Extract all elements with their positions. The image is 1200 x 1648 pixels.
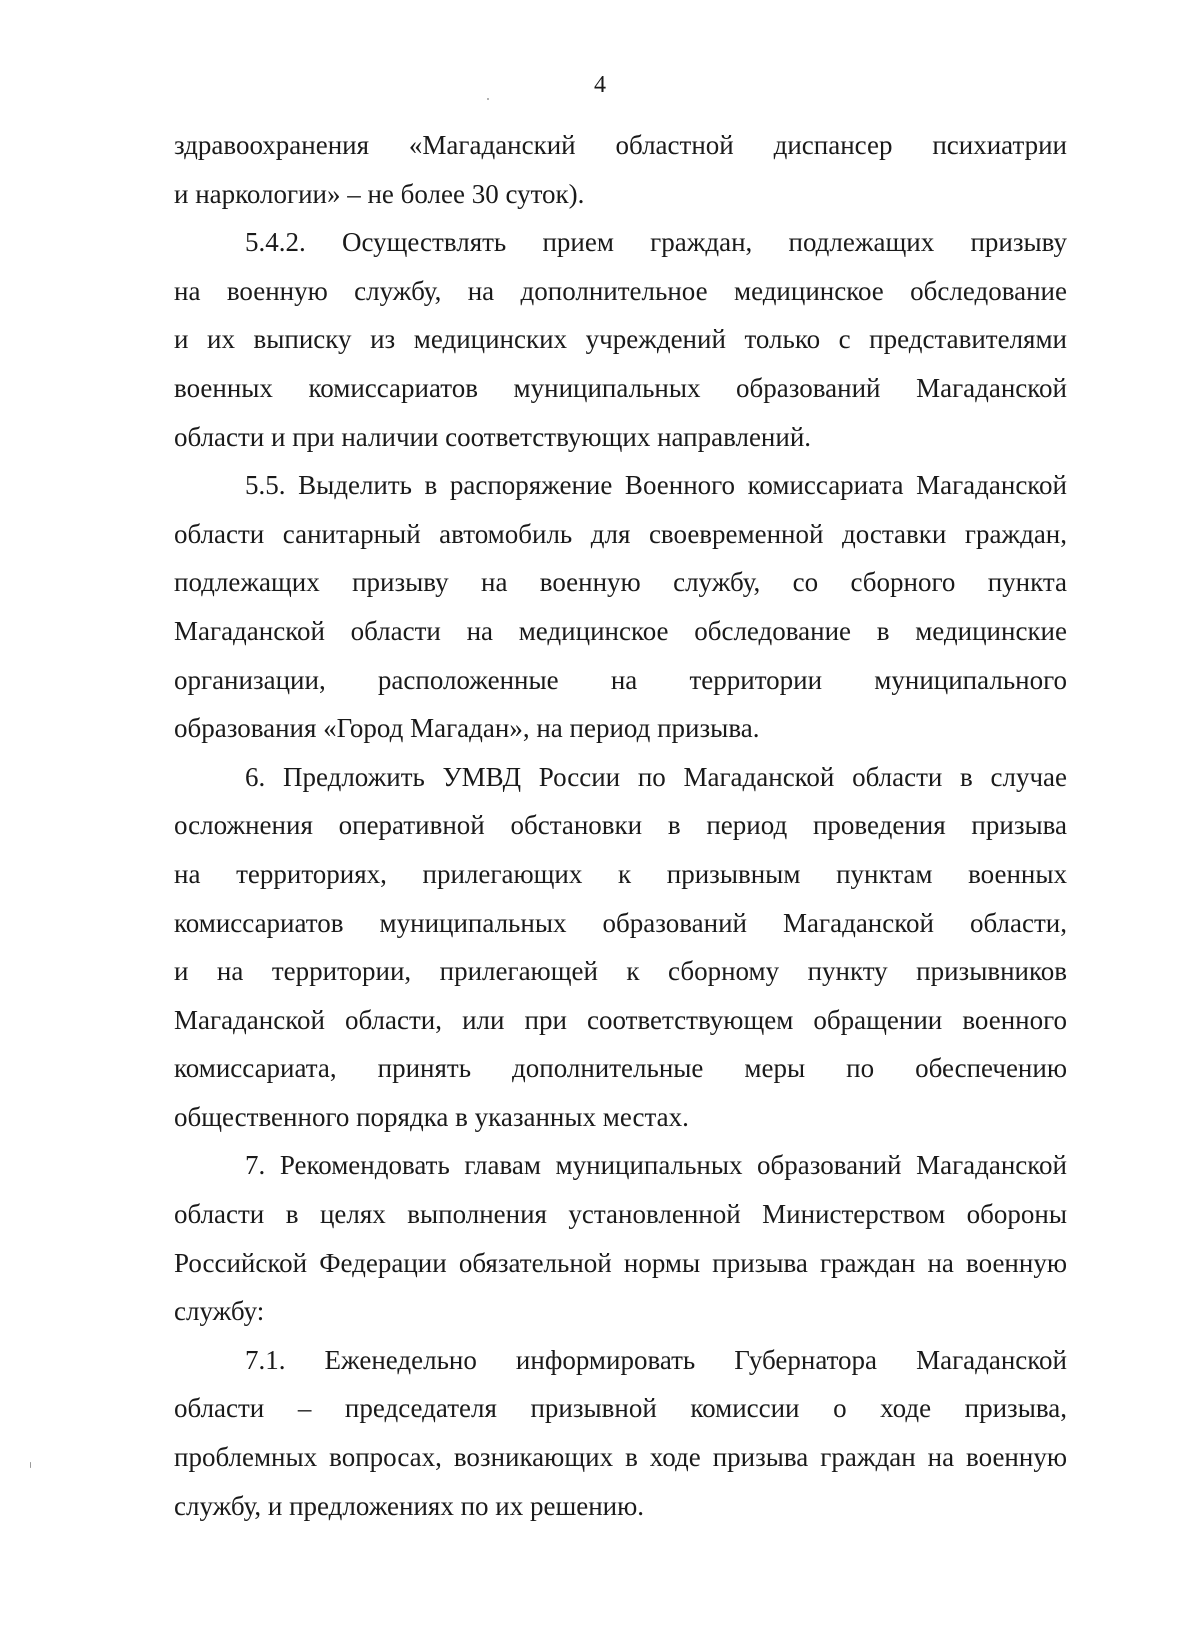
- text-line: Магаданской области, или при соответствующем обращении военного: [174, 1004, 1067, 1035]
- text-line: и наркологии» – не более 30 суток).: [174, 178, 585, 209]
- text-line: и на территории, прилегающей к сборному пункту призывников: [174, 956, 1067, 987]
- text-line: комиссариата, принять дополнительные меры по обеспечению: [174, 1053, 1067, 1084]
- text-line: Российской Федерации обязательной нормы призыва граждан на военную: [174, 1247, 1067, 1278]
- text-line: 7. Рекомендовать главам муниципальных образований Магаданской: [245, 1150, 1067, 1181]
- text-line: образования «Город Магадан», на период призыва.: [174, 713, 760, 744]
- paragraph-6: [174, 753, 1067, 1142]
- text-line: военных комиссариатов муниципальных образований Магаданской: [174, 372, 1067, 403]
- paragraph-7-1: [174, 1336, 1067, 1530]
- text-line: 5.5. Выделить в распоряжение Военного комиссариата Магаданской: [245, 470, 1067, 501]
- text-line: здравоохранения «Магаданский областной диспансер психиатрии: [174, 130, 1067, 160]
- paragraph-5-5: [174, 461, 1067, 753]
- text-line: области санитарный автомобиль для своевременной доставки граждан,: [174, 518, 1067, 549]
- document-body: [174, 121, 1067, 1530]
- text-line: 6. Предложить УМВД России по Магаданской области в случае: [245, 761, 1067, 792]
- text-line: осложнения оперативной обстановки в период проведения призыва: [174, 810, 1067, 841]
- text-line: организации, расположенные на территории муниципального: [174, 664, 1067, 695]
- scan-speck: [487, 98, 489, 100]
- text-line: проблемных вопросах, возникающих в ходе призыва граждан на военную: [174, 1442, 1067, 1473]
- text-line: 7.1. Еженедельно информировать Губернатора Магаданской: [245, 1344, 1067, 1375]
- paragraph-5-4-2: [174, 218, 1067, 461]
- text-line: области в целях выполнения установленной Министерством обороны: [174, 1199, 1067, 1230]
- text-line: подлежащих призыву на военную службу, со сборного пункта: [174, 567, 1067, 598]
- scan-speck: [30, 1462, 31, 1468]
- text-line: Магаданской области на медицинское обследование в медицинские: [174, 615, 1067, 646]
- paragraph-continuation: [174, 121, 1067, 218]
- text-line: комиссариатов муниципальных образований Магаданской области,: [174, 907, 1067, 938]
- text-line: службу, и предложениях по их решению.: [174, 1490, 645, 1521]
- text-line: общественного порядка в указанных местах.: [174, 1101, 689, 1132]
- text-line: области – председателя призывной комиссии о ходе призыва,: [174, 1393, 1067, 1424]
- text-line: и их выписку из медицинских учреждений только с представителями: [174, 324, 1067, 355]
- text-line: области и при наличии соответствующих направлений.: [174, 421, 812, 452]
- text-line: на территориях, прилегающих к призывным пунктам военных: [174, 858, 1067, 889]
- text-line: на военную службу, на дополнительное медицинское обследование: [174, 275, 1067, 306]
- text-line: 5.4.2. Осуществлять прием граждан, подлежащих призыву: [245, 227, 1067, 258]
- page-number: 4: [594, 72, 606, 98]
- text-line: службу:: [174, 1296, 265, 1327]
- paragraph-7: [174, 1141, 1067, 1335]
